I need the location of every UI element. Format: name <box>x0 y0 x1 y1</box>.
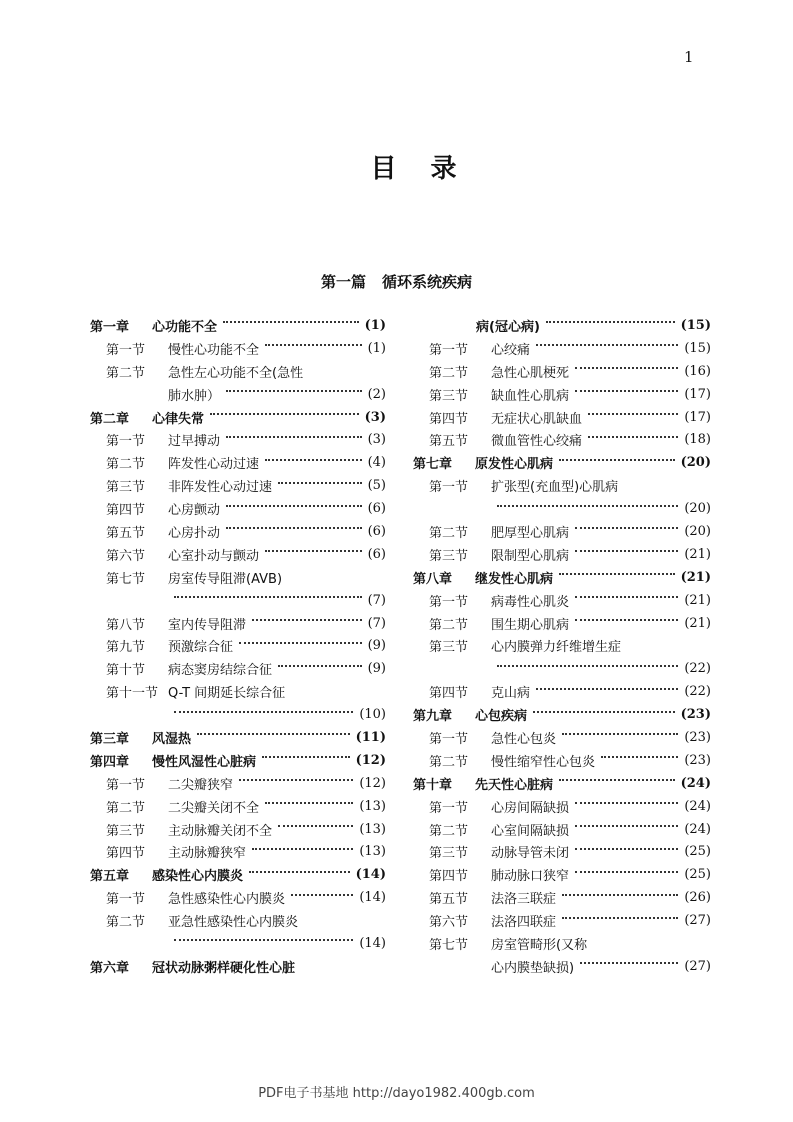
toc-page-number: (11) <box>355 729 386 745</box>
toc-entry-number: 第三节 <box>429 640 469 656</box>
toc-entry-title: 房室传导阻滞(AVB) <box>168 571 283 587</box>
toc-entry-number: 第九节 <box>106 640 146 656</box>
toc-entry-title: 继发性心肌病 <box>475 571 554 587</box>
toc-entry-title: 过早搏动 <box>168 434 221 450</box>
toc-section-entry[interactable] <box>90 360 386 383</box>
dot-leader <box>252 848 353 850</box>
toc-page-number: (15) <box>684 340 711 356</box>
toc-section-entry[interactable] <box>413 337 711 360</box>
toc-left-column <box>90 314 386 978</box>
toc-page-number: (12) <box>355 752 386 768</box>
toc-entry-number: 第五节 <box>106 525 146 541</box>
toc-section-entry[interactable] <box>90 589 386 612</box>
toc-entry-number: 第一节 <box>429 594 469 610</box>
toc-entry-number: 第三节 <box>106 480 146 496</box>
toc-page-number: (9) <box>367 638 386 654</box>
dot-leader <box>265 459 362 461</box>
toc-entry-title: 病态窦房结综合征 <box>168 663 273 679</box>
toc-entry-number: 第四节 <box>106 846 146 862</box>
toc-section-entry[interactable] <box>413 657 711 680</box>
toc-section-entry[interactable] <box>413 840 711 863</box>
dot-leader <box>575 367 678 369</box>
toc-entry-title: 急性左心功能不全(急性 <box>168 365 304 381</box>
toc-section-entry[interactable] <box>90 520 386 543</box>
dot-leader <box>226 527 362 529</box>
toc-entry-number: 第五节 <box>429 434 469 450</box>
dot-leader <box>559 573 675 575</box>
toc-entry-number: 第一节 <box>429 342 469 358</box>
toc-section-entry[interactable] <box>413 749 711 772</box>
toc-chapter-entry[interactable] <box>413 451 711 474</box>
toc-entry-number: 第二节 <box>429 617 469 633</box>
dot-leader <box>226 436 362 438</box>
toc-entry-title: 缺血性心肌病 <box>491 388 570 404</box>
toc-chapter-entry[interactable] <box>90 955 386 978</box>
dot-leader <box>575 527 678 529</box>
dot-leader <box>562 733 678 735</box>
toc-entry-title: 法洛三联症 <box>491 892 557 908</box>
toc-page-number: (20) <box>680 455 711 471</box>
toc-entry-number: 第二节 <box>429 365 469 381</box>
toc-entry-number: 第十一节 <box>106 686 159 702</box>
toc-page-number: (2) <box>367 386 386 402</box>
toc-section-entry[interactable] <box>413 474 711 497</box>
toc-entry-title: 病(冠心病) <box>476 319 540 335</box>
dot-leader <box>265 344 362 346</box>
dot-leader <box>291 894 353 896</box>
toc-page-number: (10) <box>359 707 386 723</box>
toc-entry-number: 第四节 <box>429 411 469 427</box>
toc-section-entry[interactable] <box>90 428 386 451</box>
toc-entry-number: 第一节 <box>429 800 469 816</box>
toc-section-entry[interactable] <box>413 360 711 383</box>
toc-entry-number: 第四节 <box>106 503 146 519</box>
toc-entry-title: 扩张型(充血型)心肌病 <box>491 480 619 496</box>
toc-page-number: (21) <box>684 592 711 608</box>
toc-section-entry[interactable] <box>413 886 711 909</box>
toc-entry-title: 风湿热 <box>152 731 192 747</box>
toc-entry-number: 第二章 <box>90 411 130 427</box>
toc-section-entry[interactable] <box>90 634 386 657</box>
toc-entry-number: 第五节 <box>429 892 469 908</box>
toc-page-number: (4) <box>367 455 386 471</box>
toc-entry-number: 第三节 <box>429 548 469 564</box>
dot-leader <box>562 917 678 919</box>
dot-leader <box>575 825 678 827</box>
dot-leader <box>580 962 678 964</box>
dot-leader <box>575 802 678 804</box>
dot-leader <box>497 505 678 507</box>
toc-entry-title: 房室管畸形(又称 <box>491 937 588 953</box>
dot-leader <box>239 642 362 644</box>
toc-page-number: (6) <box>367 501 386 517</box>
toc-section-entry[interactable] <box>413 818 711 841</box>
toc-entry-number: 第八章 <box>413 571 453 587</box>
toc-page-number: (14) <box>359 890 386 906</box>
toc-section-entry[interactable] <box>413 383 711 406</box>
dot-leader <box>497 665 678 667</box>
toc-page-number: (17) <box>684 386 711 402</box>
page-title: 目录 <box>370 154 491 184</box>
toc-entry-number: 第一节 <box>106 892 146 908</box>
toc-page-number: (6) <box>367 523 386 539</box>
toc-entry-title: 心律失常 <box>152 411 205 427</box>
toc-entry-number: 第一节 <box>106 342 146 358</box>
toc-entry-number: 第六节 <box>429 915 469 931</box>
toc-entry-title: 法洛四联症 <box>491 915 557 931</box>
toc-entry-title: 急性感染性心内膜炎 <box>168 892 286 908</box>
dot-leader <box>562 894 678 896</box>
toc-section-entry[interactable] <box>90 909 386 932</box>
toc-page-number: (23) <box>684 752 711 768</box>
toc-entry-number: 第九章 <box>413 709 453 725</box>
toc-entry-number: 第一节 <box>106 434 146 450</box>
toc-entry-title: 室内传导阻滞 <box>168 617 247 633</box>
dot-leader <box>546 321 675 323</box>
toc-entry-title: 原发性心肌病 <box>475 457 554 473</box>
toc-section-entry[interactable] <box>90 680 386 703</box>
toc-page-number: (25) <box>684 867 711 883</box>
toc-page-number: (1) <box>367 340 386 356</box>
toc-page-number: (5) <box>367 478 386 494</box>
dot-leader <box>601 756 678 758</box>
dot-leader <box>575 619 678 621</box>
toc-section-entry[interactable] <box>90 795 386 818</box>
toc-chapter-entry[interactable] <box>413 772 711 795</box>
dot-leader <box>536 688 678 690</box>
toc-entry-number: 第一章 <box>90 319 130 335</box>
dot-leader <box>226 390 362 392</box>
toc-page-number: (22) <box>684 684 711 700</box>
dot-leader <box>226 505 362 507</box>
dot-leader <box>262 756 350 758</box>
toc-page-number: (13) <box>359 798 386 814</box>
part-heading <box>0 271 793 292</box>
toc-section-entry[interactable] <box>413 314 711 337</box>
toc-page-number: (14) <box>359 935 386 951</box>
dot-leader <box>575 871 678 873</box>
toc-page-number: (21) <box>680 569 711 585</box>
dot-leader <box>278 482 362 484</box>
toc-entry-title: 非阵发性心动过速 <box>168 480 273 496</box>
toc-entry-title: 克山病 <box>491 686 531 702</box>
toc-section-entry[interactable] <box>90 612 386 635</box>
toc-section-entry[interactable] <box>90 566 386 589</box>
toc-section-entry[interactable] <box>413 520 711 543</box>
toc-entry-number: 第七节 <box>106 571 146 587</box>
dot-leader <box>197 733 350 735</box>
toc-entry-title: 亚急性感染性心内膜炎 <box>168 915 299 931</box>
toc-entry-title: 无症状心肌缺血 <box>491 411 583 427</box>
toc-page-number: (12) <box>359 775 386 791</box>
toc-page-number: (27) <box>684 913 711 929</box>
toc-chapter-entry[interactable] <box>90 314 386 337</box>
toc-entry-number: 第三节 <box>429 846 469 862</box>
toc-entry-number: 第三章 <box>90 731 130 747</box>
toc-entry-title: 肺水肿） <box>168 388 221 404</box>
toc-entry-title: 肺动脉口狭窄 <box>491 869 570 885</box>
toc-page-number: (21) <box>684 615 711 631</box>
toc-entry-title: 阵发性心动过速 <box>168 457 260 473</box>
toc-right-column <box>413 314 711 978</box>
part-label: 第一篇 <box>320 273 366 291</box>
toc-entry-title: 急性心肌梗死 <box>491 365 570 381</box>
dot-leader <box>278 665 362 667</box>
toc-page-number: (13) <box>359 844 386 860</box>
toc-entry-title: 心功能不全 <box>152 319 218 335</box>
toc-page-number: (3) <box>364 409 386 425</box>
toc-section-entry[interactable] <box>413 634 711 657</box>
toc-entry-title: 限制型心肌病 <box>491 548 570 564</box>
toc-entry-title: 心室扑动与颤动 <box>168 548 260 564</box>
toc-page-number: (21) <box>684 546 711 562</box>
toc-entry-title: 主动脉瓣狭窄 <box>168 846 247 862</box>
part-name: 循环系统疾病 <box>382 273 473 291</box>
toc-section-entry[interactable] <box>413 863 711 886</box>
toc-page-number: (26) <box>684 890 711 906</box>
toc-page-number: (7) <box>367 592 386 608</box>
toc-section-entry[interactable] <box>413 543 711 566</box>
toc-entry-title: 病毒性心肌炎 <box>491 594 570 610</box>
toc-section-entry[interactable] <box>413 795 711 818</box>
dot-leader <box>239 779 353 781</box>
toc-entry-title: 先天性心脏病 <box>475 777 554 793</box>
dot-leader <box>588 413 678 415</box>
toc-section-entry[interactable] <box>90 337 386 360</box>
dot-leader <box>536 344 678 346</box>
toc-entry-number: 第七章 <box>413 457 453 473</box>
dot-leader <box>559 779 675 781</box>
toc-entry-number: 第二节 <box>429 754 469 770</box>
toc-page-number: (20) <box>684 523 711 539</box>
toc-page-number: (22) <box>684 661 711 677</box>
toc-page-number: (3) <box>367 432 386 448</box>
dot-leader <box>588 436 678 438</box>
toc-chapter-entry[interactable] <box>90 726 386 749</box>
toc-entry-number: 第二节 <box>429 525 469 541</box>
toc-entry-title: 心房颤动 <box>168 503 221 519</box>
toc-page-number: (7) <box>367 615 386 631</box>
toc-section-entry[interactable] <box>413 406 711 429</box>
toc-entry-title: 心内膜垫缺损) <box>491 960 575 976</box>
toc-page-number: (1) <box>364 317 386 333</box>
toc-entry-title: 心室间隔缺损 <box>491 823 570 839</box>
toc-entry-title: 围生期心肌病 <box>491 617 570 633</box>
toc-page-number: (23) <box>684 729 711 745</box>
toc-entry-number: 第二节 <box>429 823 469 839</box>
toc-page-number: (14) <box>355 867 386 883</box>
toc-section-entry[interactable] <box>90 497 386 520</box>
toc-section-entry[interactable] <box>413 680 711 703</box>
toc-entry-number: 第一节 <box>106 777 146 793</box>
toc-entry-title: Q-T 间期延长综合征 <box>168 686 286 702</box>
dot-leader <box>575 848 678 850</box>
toc-page-number: (20) <box>684 501 711 517</box>
toc-entry-title: 慢性心功能不全 <box>168 342 260 358</box>
toc-chapter-entry[interactable] <box>413 566 711 589</box>
toc-entry-number: 第二节 <box>106 457 146 473</box>
dot-leader <box>174 596 362 598</box>
toc-entry-number: 第五章 <box>90 869 130 885</box>
toc-section-entry[interactable] <box>90 383 386 406</box>
toc-section-entry[interactable] <box>90 703 386 726</box>
toc-section-entry[interactable] <box>413 955 711 978</box>
dot-leader <box>575 390 678 392</box>
dot-leader <box>174 711 353 713</box>
dot-leader <box>249 871 350 873</box>
toc-entry-number: 第六章 <box>90 960 130 976</box>
dot-leader <box>575 550 678 552</box>
toc-entry-title: 主动脉瓣关闭不全 <box>168 823 273 839</box>
toc-entry-title: 心包疾病 <box>475 709 528 725</box>
toc-page-number: (16) <box>684 363 711 379</box>
dot-leader <box>265 802 353 804</box>
toc-entry-title: 心房间隔缺损 <box>491 800 570 816</box>
toc-section-entry[interactable] <box>90 840 386 863</box>
toc-page-number: (27) <box>684 958 711 974</box>
toc-entry-number: 第二节 <box>106 365 146 381</box>
dot-leader <box>210 413 359 415</box>
toc-page-number: (6) <box>367 546 386 562</box>
toc-section-entry[interactable] <box>413 909 711 932</box>
toc-entry-number: 第六节 <box>106 548 146 564</box>
toc-page-number: (23) <box>680 707 711 723</box>
toc-section-entry[interactable] <box>90 451 386 474</box>
toc-page-number: (18) <box>684 432 711 448</box>
toc-entry-number: 第四节 <box>429 869 469 885</box>
dot-leader <box>278 825 353 827</box>
toc-entry-number: 第十章 <box>413 777 453 793</box>
toc-entry-title: 慢性缩窄性心包炎 <box>491 754 596 770</box>
toc-entry-title: 微血管性心绞痛 <box>491 434 583 450</box>
toc-chapter-entry[interactable] <box>90 863 386 886</box>
dot-leader <box>559 459 675 461</box>
toc-chapter-entry[interactable] <box>90 406 386 429</box>
toc-section-entry[interactable] <box>413 589 711 612</box>
toc-entry-title: 感染性心内膜炎 <box>152 869 244 885</box>
dot-leader <box>223 321 359 323</box>
toc-page-number: (25) <box>684 844 711 860</box>
toc-entry-title: 二尖瓣关闭不全 <box>168 800 260 816</box>
toc-page-number: (13) <box>359 821 386 837</box>
toc-entry-number: 第一节 <box>429 480 469 496</box>
page-number: 1 <box>684 48 694 66</box>
toc-entry-number: 第二节 <box>106 915 146 931</box>
toc-section-entry[interactable] <box>413 932 711 955</box>
toc-section-entry[interactable] <box>90 886 386 909</box>
toc-section-entry[interactable] <box>413 726 711 749</box>
toc-chapter-entry[interactable] <box>413 703 711 726</box>
dot-leader <box>252 619 362 621</box>
toc-section-entry[interactable] <box>90 543 386 566</box>
toc-entry-title: 动脉导管未闭 <box>491 846 570 862</box>
toc-entry-number: 第三节 <box>429 388 469 404</box>
dot-leader <box>533 711 675 713</box>
toc-entry-title: 心绞痛 <box>491 342 531 358</box>
toc-page-number: (24) <box>684 798 711 814</box>
toc-entry-number: 第三节 <box>106 823 146 839</box>
toc-chapter-entry[interactable] <box>90 749 386 772</box>
footer-watermark: PDF电子书基地 http://dayo1982.400gb.com <box>258 1086 535 1101</box>
toc-entry-title: 冠状动脉粥样硬化性心脏 <box>152 960 296 976</box>
toc-section-entry[interactable] <box>90 932 386 955</box>
toc-entry-title: 肥厚型心肌病 <box>491 525 570 541</box>
toc-entry-title: 预激综合征 <box>168 640 234 656</box>
toc-entry-title: 心内膜弹力纤维增生症 <box>491 640 622 656</box>
dot-leader <box>174 939 353 941</box>
toc-entry-number: 第八节 <box>106 617 146 633</box>
dot-leader <box>265 550 362 552</box>
toc-entry-number: 第一节 <box>429 731 469 747</box>
toc-section-entry[interactable] <box>413 497 711 520</box>
toc-page-number: (24) <box>684 821 711 837</box>
toc-entry-title: 急性心包炎 <box>491 731 557 747</box>
toc-page-number: (24) <box>680 775 711 791</box>
toc-section-entry[interactable] <box>90 657 386 680</box>
toc-section-entry[interactable] <box>90 772 386 795</box>
toc-section-entry[interactable] <box>413 612 711 635</box>
toc-entry-number: 第七节 <box>429 937 469 953</box>
toc-entry-number: 第四章 <box>90 754 130 770</box>
toc-entry-title: 慢性风湿性心脏病 <box>152 754 257 770</box>
toc-entry-number: 第十节 <box>106 663 146 679</box>
toc-entry-title: 二尖瓣狭窄 <box>168 777 234 793</box>
toc-entry-title: 心房扑动 <box>168 525 221 541</box>
toc-section-entry[interactable] <box>90 818 386 841</box>
toc-entry-number: 第二节 <box>106 800 146 816</box>
toc-section-entry[interactable] <box>413 428 711 451</box>
toc-section-entry[interactable] <box>90 474 386 497</box>
dot-leader <box>575 596 678 598</box>
toc-page-number: (15) <box>680 317 711 333</box>
toc-page-number: (17) <box>684 409 711 425</box>
toc-page-number: (9) <box>367 661 386 677</box>
toc-entry-number: 第四节 <box>429 686 469 702</box>
